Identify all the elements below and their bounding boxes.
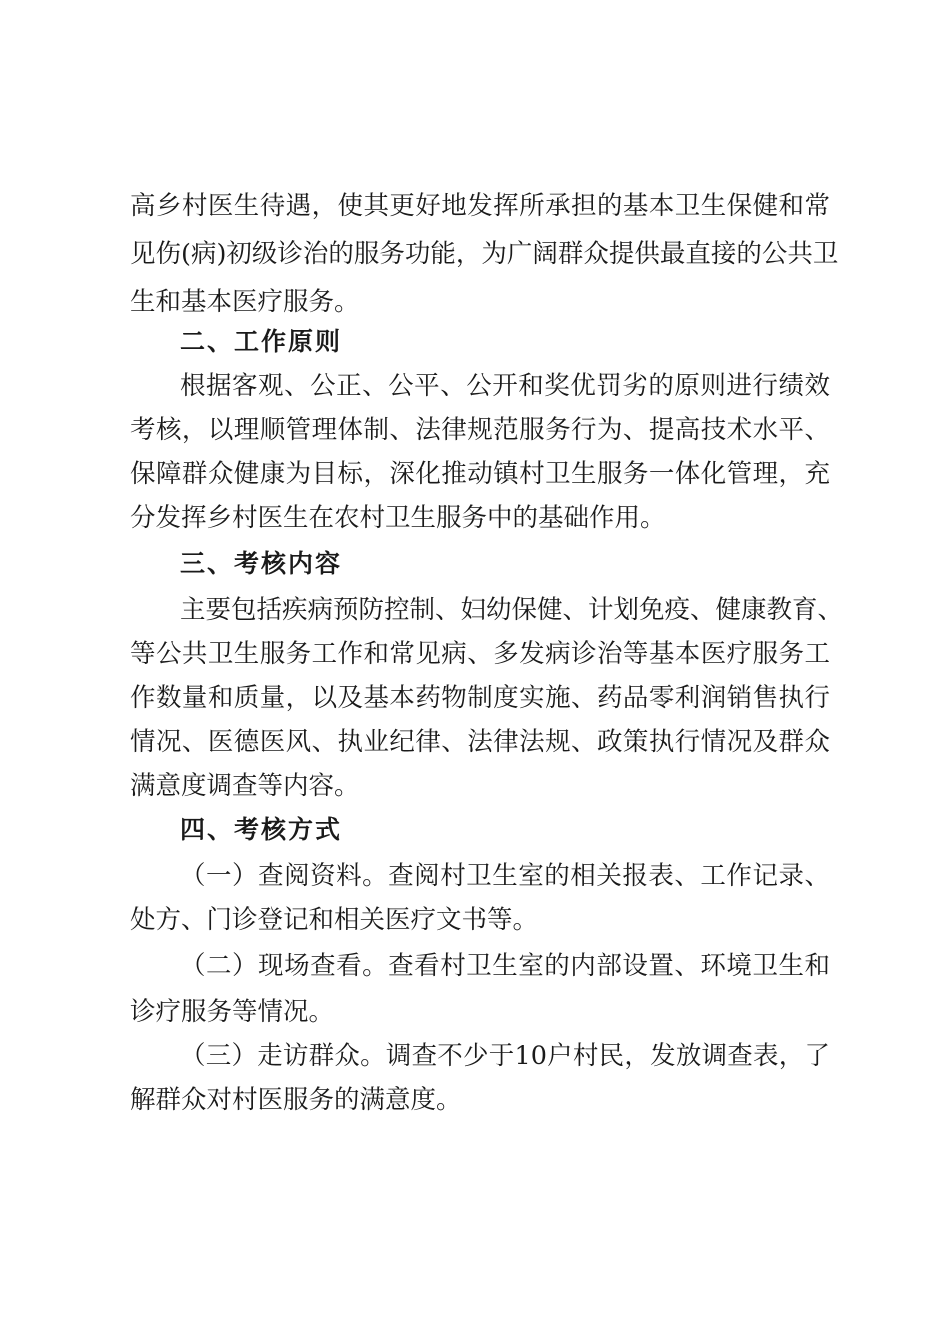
method-1-line-2: 处方、门诊登记和相关医疗文书等。: [130, 905, 539, 935]
intro-line-2: 见伤(病)初级诊治的服务功能，为广阔群众提供最直接的公共卫: [130, 239, 839, 269]
section-heading-principles: 二、工作原则: [180, 327, 343, 356]
content-line-1: 主要包括疾病预防控制、妇幼保健、计划免疫、健康教育、: [180, 595, 844, 625]
method-2-line-2: 诊疗服务等情况。: [130, 997, 335, 1027]
method-3-line-1: （三）走访群众。调查不少于10户村民，发放调查表，了: [180, 1041, 830, 1071]
content-line-5: 满意度调查等内容。: [130, 771, 360, 801]
method-3-line-2: 解群众对村医服务的满意度。: [130, 1085, 462, 1115]
intro-line-3: 生和基本医疗服务。: [130, 287, 360, 317]
content-line-4: 情况、医德医风、执业纪律、法律法规、政策执行情况及群众: [130, 727, 830, 757]
principles-line-4: 分发挥乡村医生在农村卫生服务中的基础作用。: [130, 503, 666, 533]
intro-line-1: 高乡村医生待遇，使其更好地发挥所承担的基本卫生保健和常: [130, 191, 830, 221]
principles-line-3: 保障群众健康为目标，深化推动镇村卫生服务一体化管理，充: [130, 459, 830, 489]
method-1-line-1: （一）查阅资料。查阅村卫生室的相关报表、工作记录、: [180, 861, 830, 891]
content-line-3: 作数量和质量，以及基本药物制度实施、药品零利润销售执行: [130, 683, 830, 713]
method-2-line-1: （二）现场查看。查看村卫生室的内部设置、环境卫生和: [180, 951, 830, 981]
principles-line-1: 根据客观、公正、公平、公开和奖优罚劣的原则进行绩效: [180, 371, 830, 401]
content-line-2: 等公共卫生服务工作和常见病、多发病诊治等基本医疗服务工: [130, 639, 830, 669]
principles-line-2: 考核，以理顺管理体制、法律规范服务行为、提高技术水平、: [130, 415, 830, 445]
section-heading-methods: 四、考核方式: [180, 815, 343, 844]
section-heading-content: 三、考核内容: [180, 549, 343, 578]
